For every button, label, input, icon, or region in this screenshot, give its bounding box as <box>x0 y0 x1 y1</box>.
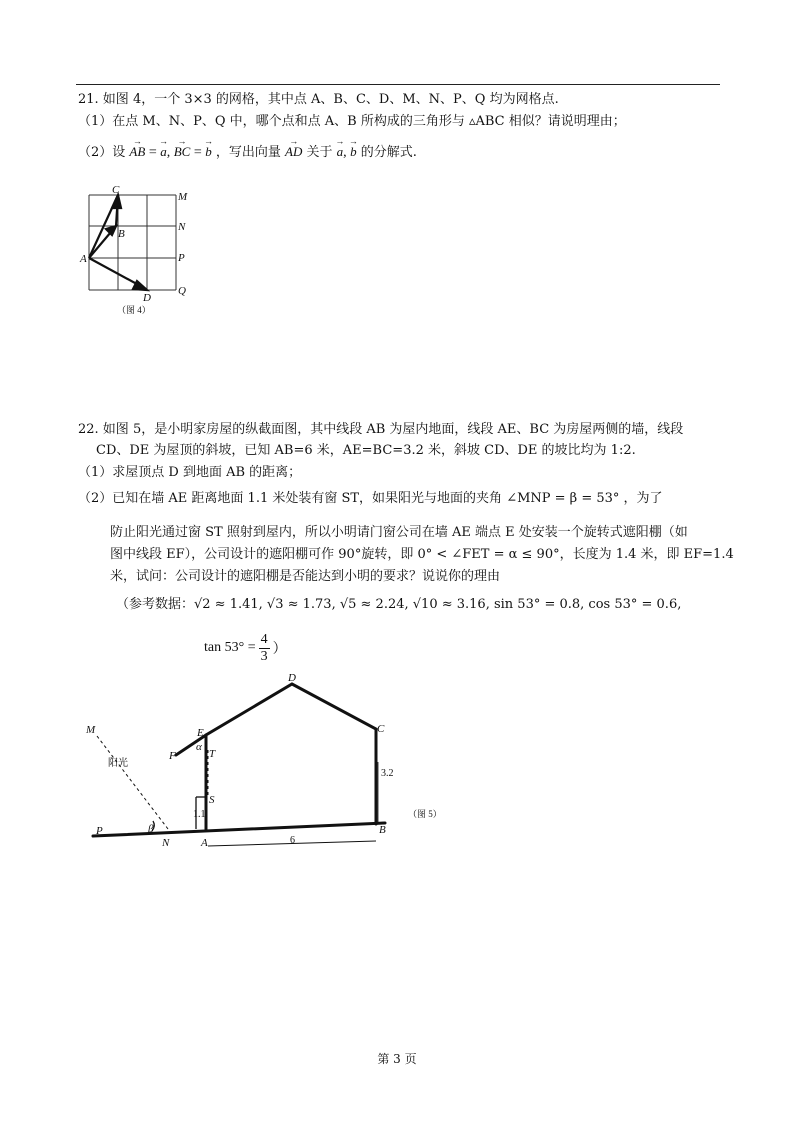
label-B5: B <box>379 824 386 836</box>
thin-lines <box>152 762 378 831</box>
label-C: C <box>112 184 120 196</box>
label-N5: N <box>162 837 170 849</box>
q22-line2: CD、DE 为屋顶的斜坡，已知 AB=6 米，AE=BC=3.2 米，斜坡 CD、DE 的坡比均为 1:2. <box>96 443 636 458</box>
q22-part2-line1: （2）已知在墙 AE 距离地面 1.1 米处装有窗 ST，如果阳光与地面的夹角 ∠MNP = β = 53° ，为了 <box>78 491 663 506</box>
label-S5: S <box>209 794 215 806</box>
fraction-numerator: 4 <box>260 631 268 647</box>
q22-part2-line4: 米，试问：公司设计的遮阳棚是否能达到小明的要求？说说你的理由 <box>110 569 501 584</box>
ref-close: ） <box>272 642 287 657</box>
label-B: B <box>118 228 125 240</box>
label-M5: M <box>86 724 96 736</box>
label-height-1-1: 1.1 <box>193 809 206 820</box>
label-F5: F <box>169 750 176 762</box>
q21-part1: （1）在点 M、N、P、Q 中，哪个点和点 A、B 所构成的三角形与 ▵ABC 相似？请说明理由； <box>78 114 626 129</box>
page-number: 第 3 页 <box>377 1052 417 1066</box>
label-D: D <box>143 292 151 304</box>
q22-line1: 22. 如图 5，是小明家房屋的纵截面图，其中线段 AB 为屋内地面，线段 AE、BC 为房屋两侧的墙，线段 <box>78 422 684 437</box>
house-outline <box>93 684 385 836</box>
q22-part2-line2: 防止阳光通过窗 ST 照射到屋内，所以小明请门窗公司在墙 AE 端点 E 处安装一个旋转式遮阳棚（如 <box>110 525 688 540</box>
q22-part2-line3: 图中线段 EF），公司设计的遮阳棚可作 90°旋转，即 0° < ∠FET = α ≤ 90°，长度为 1.4 米，即 EF=1.4 <box>110 547 734 562</box>
figure-4-caption: （图 4） <box>117 305 151 315</box>
label-alpha: α <box>196 741 202 753</box>
q21-part2: （2）设 → AB = → a, → BC = → b ，写出向量 → AD 关于 → a, → b 的分解式. <box>78 143 417 162</box>
label-N: N <box>178 221 186 233</box>
label-beta: β <box>148 823 154 835</box>
fraction-denominator: 3 <box>260 648 268 664</box>
label-E5: E <box>197 727 204 739</box>
label-C5: C <box>377 723 385 735</box>
label-Q: Q <box>178 285 186 297</box>
q21-stem: 21. 如图 4，一个 3×3 的网格，其中点 A、B、C、D、M、N、P、Q 均为网格点. <box>78 92 559 107</box>
label-A5: A <box>201 837 208 849</box>
label-P5: P <box>96 825 103 837</box>
figure-5-caption: （图 5） <box>408 809 442 819</box>
label-A: A <box>80 253 87 265</box>
label-P: P <box>178 252 185 264</box>
label-T5: T <box>209 748 216 760</box>
q22-part1: （1）求屋顶点 D 到地面 AB 的距离； <box>78 465 302 480</box>
label-sunlight: 阳光 <box>108 758 128 769</box>
label-height-3-2: 3.2 <box>381 768 394 779</box>
dashed-lines <box>97 736 208 829</box>
tan-label: tan 53° = <box>204 640 256 655</box>
label-length-6: 6 <box>290 835 295 846</box>
label-M: M <box>178 191 188 203</box>
label-D5: D <box>288 672 296 684</box>
q22-reference-data: （参考数据：√2 ≈ 1.41, √3 ≈ 1.73, √5 ≈ 2.24, √10 ≈ 3.16, sin 53° = 0.8, cos 53° = 0.6, <box>116 597 682 612</box>
